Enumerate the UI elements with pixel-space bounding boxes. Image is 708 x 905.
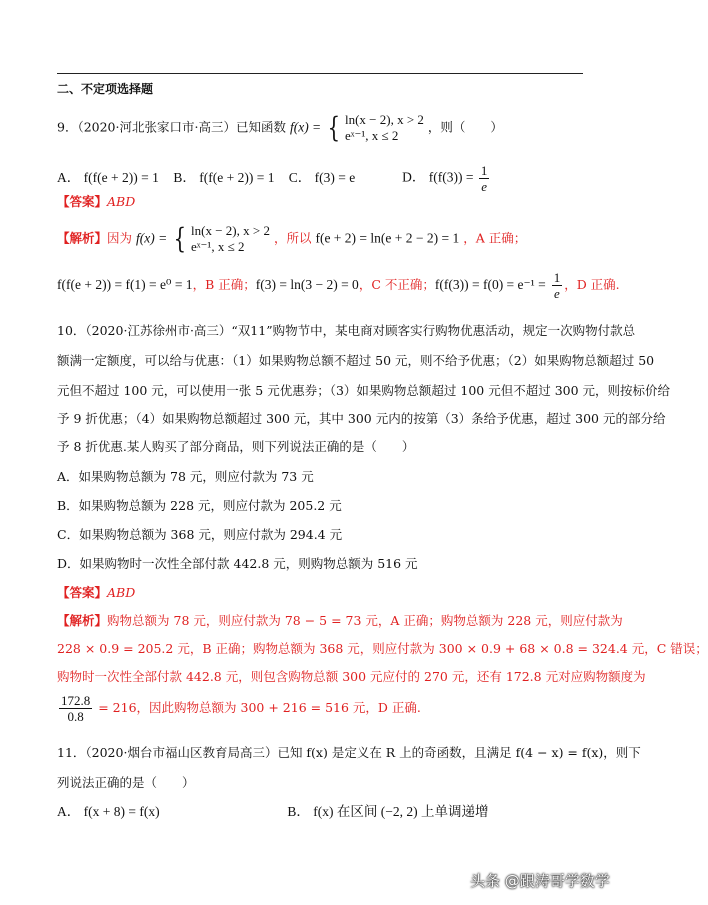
q9-answer [57,193,135,211]
q10-analysis-l1: 购物总额为 78 元，则应付款为 78 − 5 = 73 元，A 正确；购物总额为 228 元，则应付款为 [107,613,623,628]
q11-options [57,803,488,821]
q11-stem-line2: 列说法正确的是（ ） [57,775,195,790]
q11-option-b: B． f(x) 在区间 (−2, 2) 上单调递增 [287,804,489,819]
q10-option-a: A．如果购物总额为 78 元，则应付款为 73 元 [57,469,314,484]
q9-option-d-prefix: D． f(f(3)) = [402,169,474,185]
q11-option-a: A． f(x + 8) = f(x) [57,804,160,819]
q10-answer [57,584,135,602]
q9-option-b: B． f(f(e + 2)) = 1 [173,169,275,185]
q9-answer-value: ABD [107,194,136,209]
q10-analysis-line2: 228 × 0.9 = 205.2 元，B 正确；购物总额为 368 元，则应付款为 300 × 0.9 + 68 × 0.8 = 324.4 元，C 错误； [57,641,708,656]
q9-analysis-line2 [57,270,620,301]
q9-option-d-den: e [481,179,487,194]
q9-brace: { [327,111,341,144]
q9-analysis-l1-b: ，所以 [273,230,312,246]
q10-stem-line3: 元但不超过 100 元，可以使用一张 5 元优惠券；（3）如果购物总额超过 100 元但不超过 300 元，则按标价给 [57,383,671,398]
q9-analysis-fraction [552,270,563,301]
q10-analysis-tag: 【解析】 [57,613,108,628]
q9-analysis-l1-d: ，A 正确； [463,230,527,246]
q10-answer-tag: 【答案】 [57,585,108,600]
q9-func: f(x) = [289,119,322,135]
q9-suffix: ，则（ ） [427,119,503,135]
q9-analysis-case1: ln(x − 2), x > 2 [191,223,270,238]
q9-analysis-l2-a: f(f(e + 2)) = f(1) = e⁰ = 1 [57,277,193,292]
q10-analysis-line1 [57,612,623,630]
q11-stem-line1: 11．（2020·烟台市福山区教育局高三）已知 f(x) 是定义在 R 上的奇函数，且满足 f(4 − x) = f(x)，则下 [57,745,641,760]
q9-options [57,163,491,194]
q10-option-c: C．如果购物总额为 368 元，则应付款为 294.4 元 [57,527,343,542]
q10-analysis-fraction [59,693,92,724]
q9-analysis-case2: eˣ⁻¹, x ≤ 2 [191,239,245,254]
q9-analysis-l1-c: f(e + 2) = ln(e + 2 − 2) = 1 [315,230,460,246]
q9-cases [345,112,424,144]
q9-analysis-l2-e: f(f(3)) = f(0) = e⁻¹ = [434,277,546,292]
q9-prefix: 9．（2020·河北张家口市·高三）已知函数 [57,119,286,135]
q10-analysis-last-rest: = 216，因此购物总额为 300 + 216 = 516 元，D 正确. [98,700,421,715]
q9-analysis-l2-c: f(3) = ln(3 − 2) = 0 [255,277,359,292]
q9-analysis-l2-f: ，D 正确. [564,277,620,292]
q10-stem-line4: 予 9 折优惠；（4）如果购物总额超过 300 元，其中 300 元内的按第（3）条给予优惠，超过 300 元的部分给 [57,411,666,426]
q10-stem-line5: 予 8 折优惠.某人购买了部分商品，则下列说法正确的是（ ） [57,439,415,454]
q10-analysis-line4 [57,693,421,724]
q9-answer-tag: 【答案】 [57,194,108,209]
header-rule [57,73,583,74]
q10-option-d: D．如果购物时一次性全部付款 442.8 元，则购物总额为 516 元 [57,556,418,571]
q9-analysis-l2-d: ，C 不正确； [358,277,435,292]
q9-option-d-fraction [479,163,490,194]
q10-analysis-frac-num: 172.8 [61,693,91,708]
q9-analysis-func: f(x) = [136,230,168,246]
q9-analysis-line1 [57,223,526,255]
q9-stem [57,112,503,144]
q9-case1: ln(x − 2), x > 2 [344,112,424,127]
q9-option-d [402,163,491,194]
q9-option-d-num: 1 [480,163,488,178]
q9-analysis-l1-a: 因为 [107,230,133,246]
q9-analysis-frac-den: e [554,286,560,301]
watermark: 头条 @跟涛哥学数学 [470,872,610,890]
q9-option-c: C． f(3) = e [288,169,356,185]
q10-answer-value: ABD [107,585,136,600]
q9-analysis-l2-b: ，B 正确； [192,277,256,292]
q10-analysis-frac-den: 0.8 [67,709,84,724]
q9-analysis-frac-num: 1 [553,270,561,285]
q10-stem-line2: 额满一定额度，可以给与优惠：（1）如果购物总额不超过 50 元，则不给予优惠；（2）如果购物总额超过 50 [57,353,655,368]
q9-analysis-brace: { [173,222,187,255]
q9-option-a: A． f(f(e + 2)) = 1 [57,169,159,185]
q9-analysis-tag: 【解析】 [57,230,108,246]
q10-analysis-line3: 购物时一次性全部付款 442.8 元，则包含购物总额 300 元应付的 270 元，还有 172.8 元对应购物额度为 [57,669,646,684]
q9-analysis-cases [191,223,270,255]
section-title: 二、不定项选择题 [57,82,154,96]
q10-option-b: B．如果购物总额为 228 元，则应付款为 205.2 元 [57,498,342,513]
q10-stem-line1: 10．（2020·江苏徐州市·高三）“双11”购物节中，某电商对顾客实行购物优惠活动，规定一次购物付款总 [57,323,636,338]
q9-case2: eˣ⁻¹, x ≤ 2 [344,128,399,143]
